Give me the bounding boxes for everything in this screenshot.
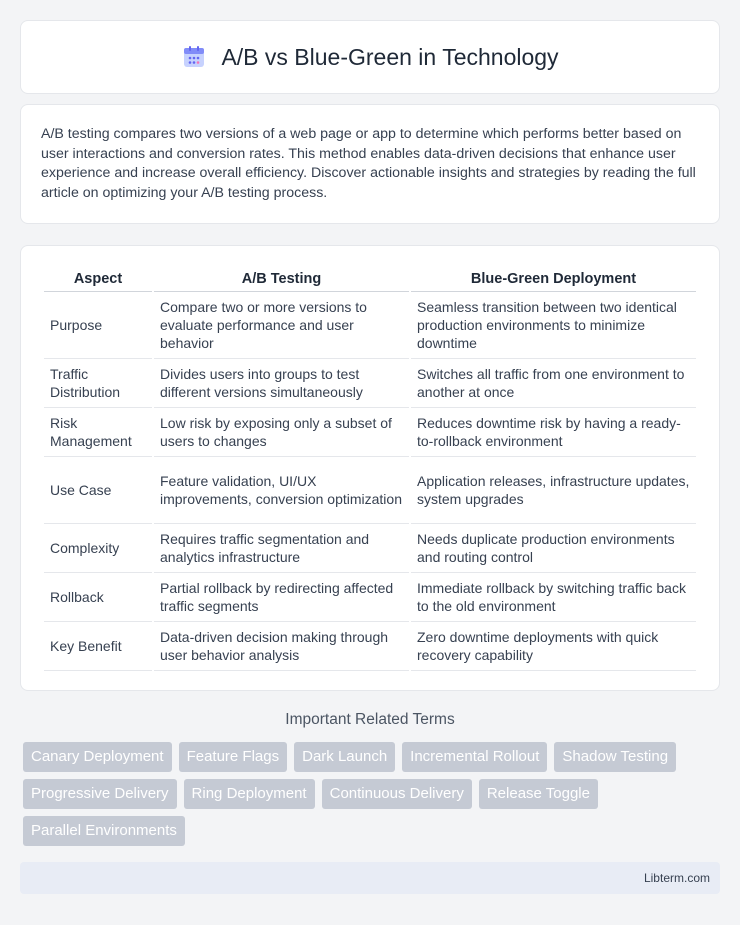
table-cell: Use Case (44, 457, 152, 524)
related-term-tag[interactable]: Progressive Delivery (23, 779, 177, 809)
table-row (44, 292, 696, 359)
column-header: Blue-Green Deployment (411, 266, 696, 292)
table-cell: Application releases, infrastructure updates, system upgrades (411, 457, 696, 524)
footer (20, 862, 720, 894)
table-cell: Zero downtime deployments with quick recovery capability (411, 622, 696, 671)
table-row (44, 457, 696, 524)
table-cell: Data-driven decision making through user behavior analysis (154, 622, 409, 671)
table-cell: Immediate rollback by switching traffic back to the old environment (411, 573, 696, 622)
table-row (44, 408, 696, 457)
related-term-tag[interactable]: Dark Launch (294, 742, 395, 772)
page-title: A/B vs Blue-Green in Technology (221, 43, 559, 70)
related-term-tag[interactable]: Shadow Testing (554, 742, 676, 772)
related-term-tag[interactable]: Release Toggle (479, 779, 598, 809)
table-row (44, 524, 696, 573)
calendar-icon (181, 44, 207, 70)
table-cell: Divides users into groups to test different versions simultaneously (154, 359, 409, 408)
table-cell: Switches all traffic from one environment to another at once (411, 359, 696, 408)
table-row (44, 359, 696, 408)
comparison-table (42, 266, 698, 671)
table-cell: Complexity (44, 524, 152, 573)
table-cell: Risk Management (44, 408, 152, 457)
table-cell: Requires traffic segmentation and analytics infrastructure (154, 524, 409, 573)
table-cell: Key Benefit (44, 622, 152, 671)
table-cell: Compare two or more versions to evaluate performance and user behavior (154, 292, 409, 359)
column-header: A/B Testing (154, 266, 409, 292)
table-header-row (44, 266, 696, 292)
table-cell: Low risk by exposing only a subset of users to changes (154, 408, 409, 457)
intro-card (20, 104, 720, 224)
header-card (20, 20, 720, 94)
related-term-tag[interactable]: Parallel Environments (23, 816, 185, 846)
table-row (44, 573, 696, 622)
related-term-tag[interactable]: Ring Deployment (184, 779, 315, 809)
table-cell: Seamless transition between two identical production environments to minimize downtime (411, 292, 696, 359)
table-cell: Traffic Distribution (44, 359, 152, 408)
intro-text: A/B testing compares two versions of a web page or app to determine which performs better based on user interactions and conversion rates. This method enables data-driven decisions that enhance user experience and increase overall efficiency. Discover actionable insights and strategies by reading the full article on optimizing your A/B testing process. (41, 126, 696, 201)
table-cell: Reduces downtime risk by having a ready-to-rollback environment (411, 408, 696, 457)
table-cell: Partial rollback by redirecting affected traffic segments (154, 573, 409, 622)
table-cell: Feature validation, UI/UX improvements, conversion optimization (154, 457, 409, 524)
related-term-tag[interactable]: Incremental Rollout (402, 742, 547, 772)
table-row (44, 622, 696, 671)
table-cell: Needs duplicate production environments and routing control (411, 524, 696, 573)
related-terms-list (23, 742, 723, 846)
table-cell: Purpose (44, 292, 152, 359)
related-term-tag[interactable]: Canary Deployment (23, 742, 172, 772)
related-terms-title: Important Related Terms (285, 711, 455, 728)
comparison-table-card (20, 245, 720, 691)
column-header: Aspect (44, 266, 152, 292)
table-cell: Rollback (44, 573, 152, 622)
related-term-tag[interactable]: Continuous Delivery (322, 779, 472, 809)
related-term-tag[interactable]: Feature Flags (179, 742, 288, 772)
footer-site-link[interactable]: Libterm.com (643, 871, 710, 885)
